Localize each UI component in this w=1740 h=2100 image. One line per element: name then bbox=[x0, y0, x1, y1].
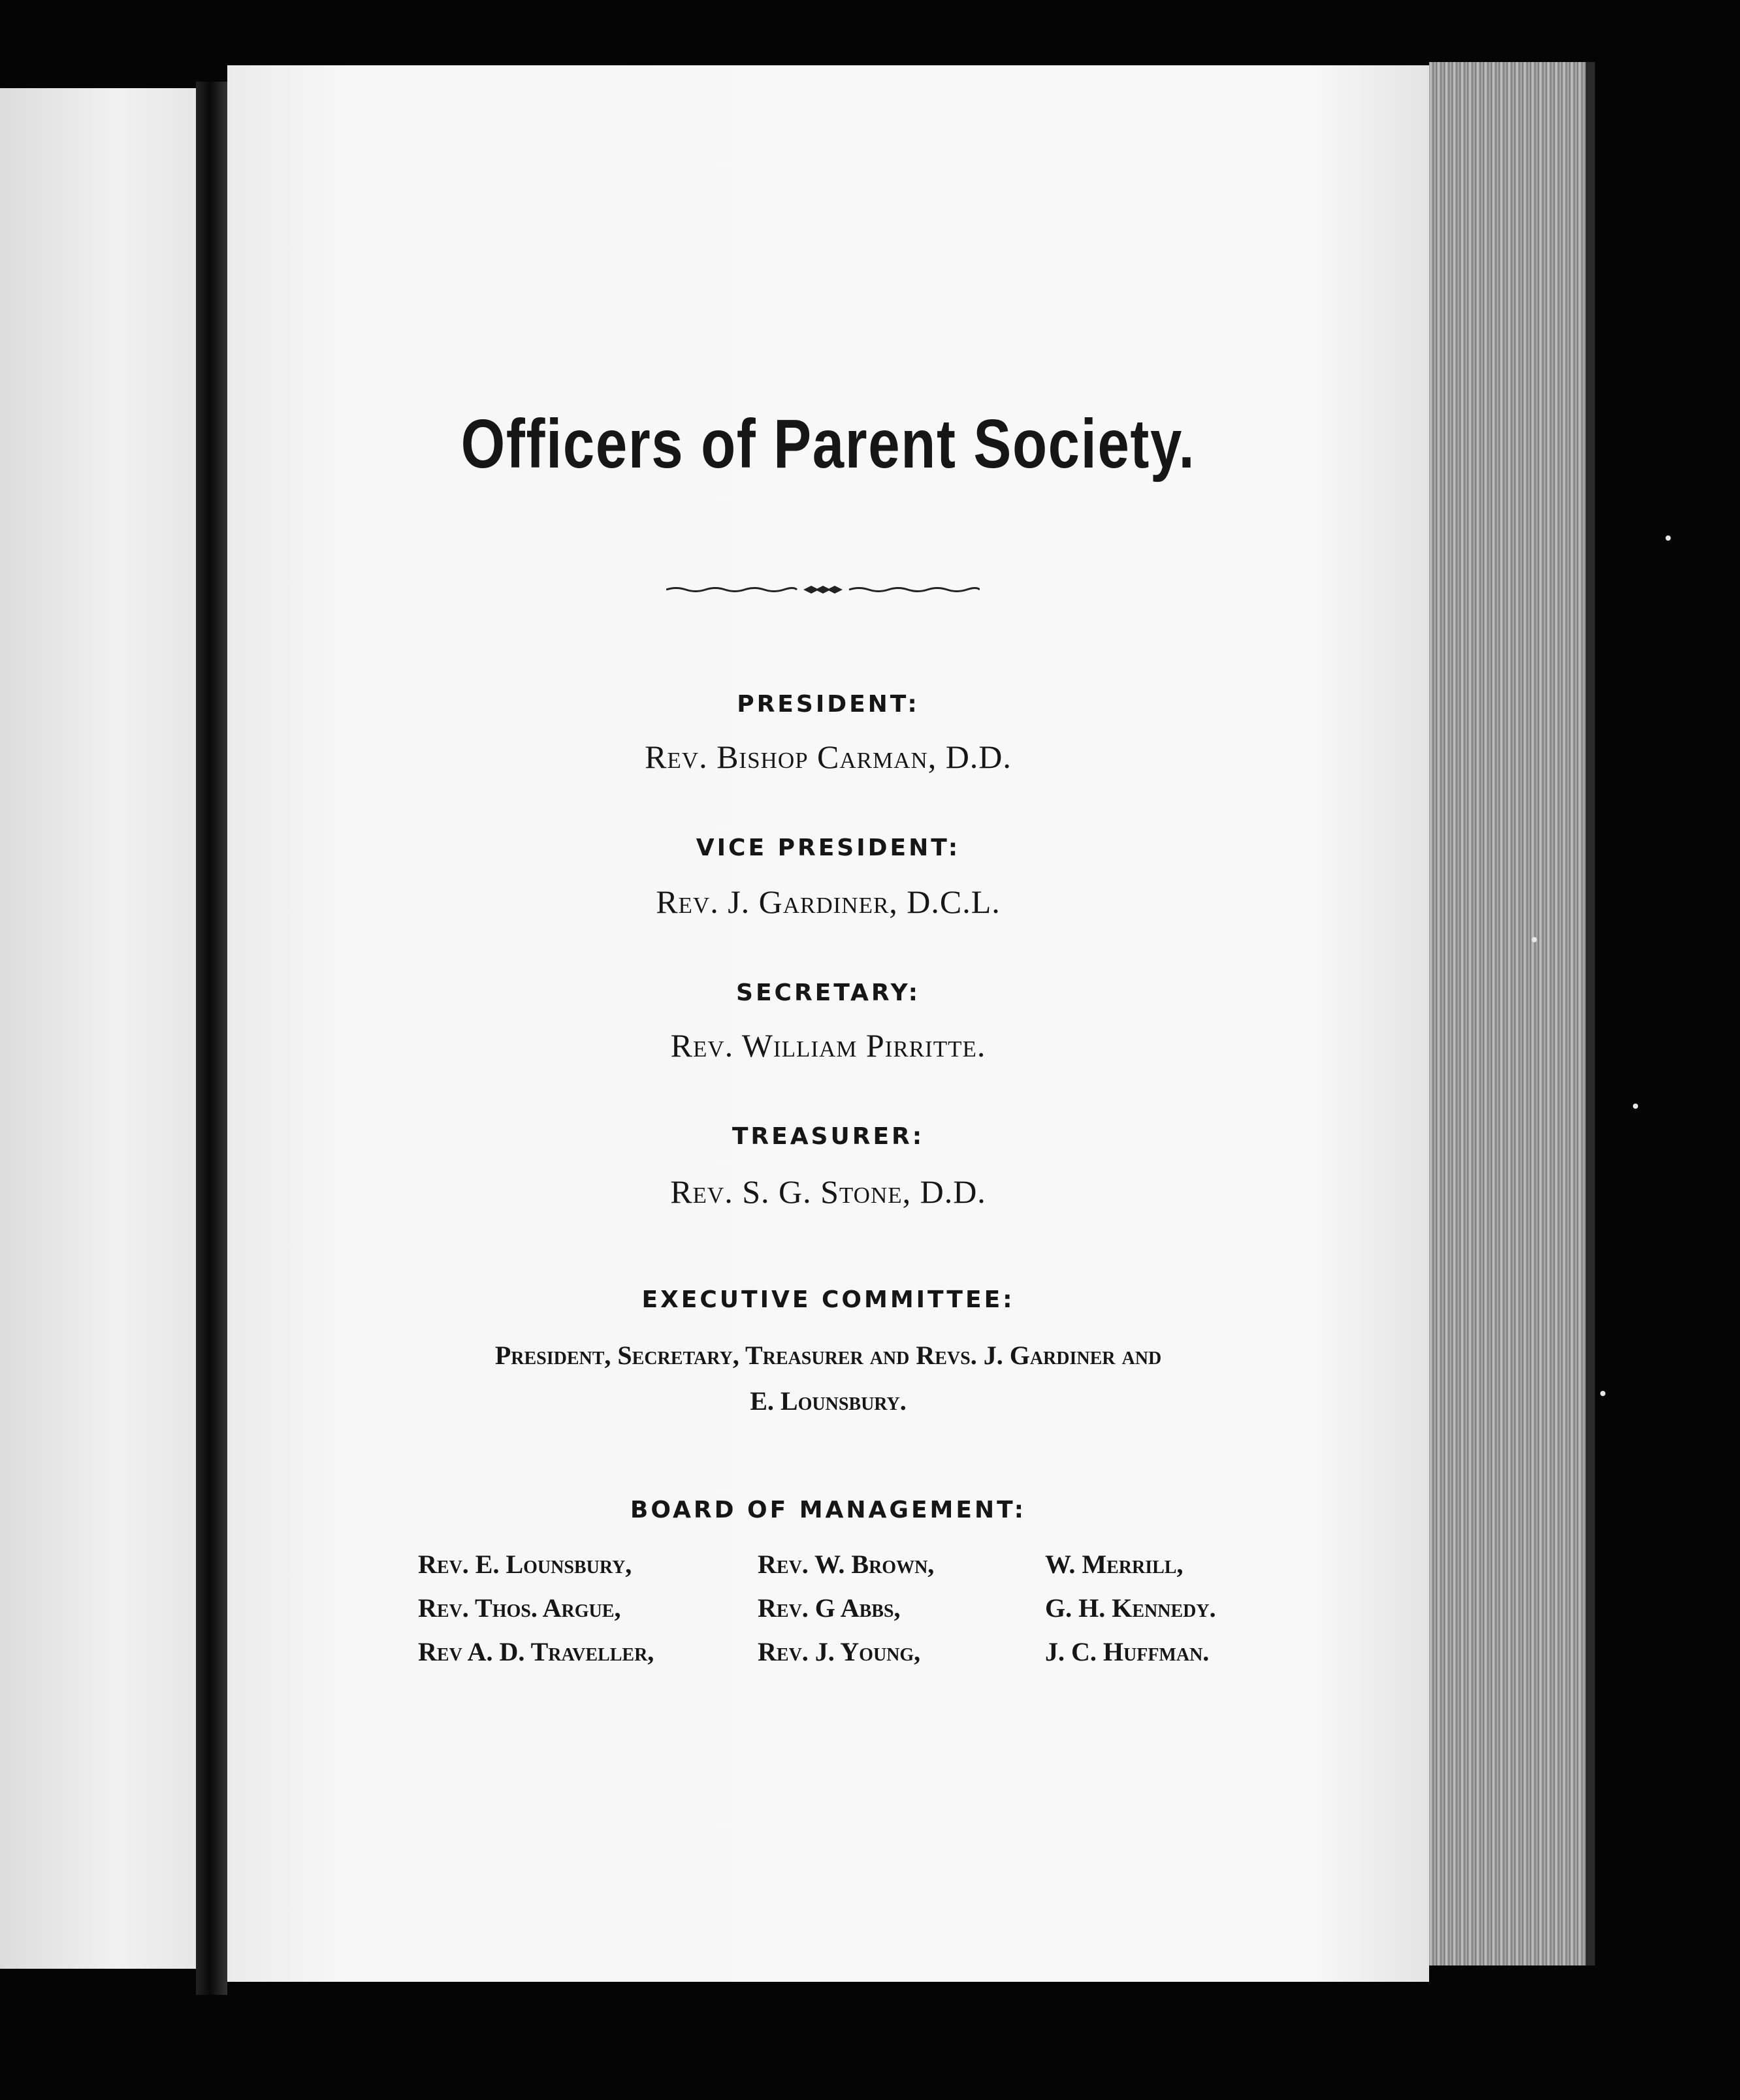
board-member: Rev. J. Young, bbox=[758, 1637, 921, 1666]
page-edges bbox=[1429, 62, 1595, 1965]
page-title: Officers of Parent Society. bbox=[460, 406, 1196, 483]
president-name: Rev. Bishop Carman, D.D. bbox=[645, 739, 1012, 775]
right-page bbox=[227, 65, 1429, 1982]
board-member: J. C. Huffman. bbox=[1045, 1637, 1210, 1666]
executive-committee-heading: EXECUTIVE COMMITTEE: bbox=[641, 1286, 1015, 1313]
board-members-grid bbox=[418, 1549, 1280, 1667]
treasurer-name: Rev. S. G. Stone, D.D. bbox=[670, 1173, 986, 1210]
executive-committee-line-1: President, Secretary, Treasurer and Revs. J. Gardiner and bbox=[494, 1341, 1162, 1370]
film-speck bbox=[1633, 1104, 1638, 1109]
treasurer-heading: TREASURER: bbox=[732, 1123, 925, 1150]
ornament-divider bbox=[666, 580, 980, 599]
film-speck bbox=[1666, 535, 1671, 541]
board-member: W. Merrill, bbox=[1045, 1550, 1184, 1579]
board-member: Rev. G Abbs, bbox=[758, 1593, 901, 1623]
book-gutter bbox=[196, 82, 227, 1995]
board-member: Rev A. D. Traveller, bbox=[418, 1637, 654, 1666]
board-member: Rev. Thos. Argue, bbox=[418, 1593, 621, 1623]
film-speck bbox=[1532, 937, 1537, 942]
left-page bbox=[0, 88, 196, 1969]
vice-president-name: Rev. J. Gardiner, D.C.L. bbox=[656, 883, 1001, 920]
film-speck bbox=[1600, 1391, 1605, 1396]
board-heading: BOARD OF MANAGEMENT: bbox=[630, 1497, 1027, 1523]
president-heading: PRESIDENT: bbox=[737, 691, 920, 718]
secretary-name: Rev. William Pirritte. bbox=[670, 1027, 986, 1064]
secretary-heading: SECRETARY: bbox=[736, 979, 920, 1006]
executive-committee-line-2: E. Lounsbury. bbox=[750, 1386, 907, 1416]
board-member: G. H. Kennedy. bbox=[1045, 1593, 1216, 1623]
vice-president-heading: VICE PRESIDENT: bbox=[696, 835, 961, 861]
board-member: Rev. W. Brown, bbox=[758, 1550, 935, 1579]
board-member: Rev. E. Lounsbury, bbox=[418, 1550, 632, 1579]
